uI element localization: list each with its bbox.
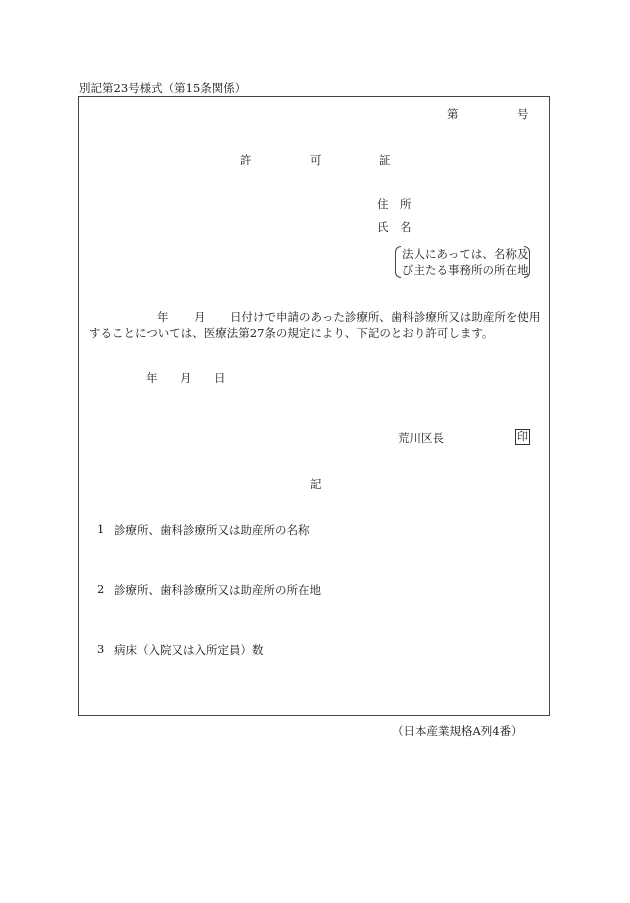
item-2-text: 診療所、歯科診療所又は助産所の所在地 xyxy=(114,583,321,597)
name-label: 氏 名 xyxy=(377,220,412,234)
item-3-text: 病床（入院又は入所定員）数 xyxy=(114,643,264,657)
date-year: 年 xyxy=(146,371,158,385)
title-char-1: 許 xyxy=(240,153,252,167)
ki-heading: 記 xyxy=(310,477,322,491)
number-go: 号 xyxy=(517,107,529,121)
footer-note: （日本産業規格A列4番） xyxy=(392,724,523,738)
item-3-number: 3 xyxy=(97,642,105,656)
bracket-left xyxy=(395,246,401,278)
date-month: 月 xyxy=(180,371,192,385)
corporate-note xyxy=(395,246,530,278)
corporate-note-line-2: び主たる事務所の所在地 xyxy=(402,263,529,277)
number-dai: 第 xyxy=(447,107,459,121)
body-year: 年 xyxy=(157,310,169,324)
body-line-1: 日付けで申請のあった診療所、歯科診療所又は助産所を使用 xyxy=(230,310,541,324)
permit-frame xyxy=(78,96,550,716)
title-char-3: 証 xyxy=(379,153,391,167)
title-char-2: 可 xyxy=(310,153,322,167)
item-2-number: 2 xyxy=(97,582,105,596)
date-day: 日 xyxy=(214,371,226,385)
item-1-number: 1 xyxy=(97,522,105,536)
item-1-text: 診療所、歯科診療所又は助産所の名称 xyxy=(114,523,310,537)
address-label: 住 所 xyxy=(377,197,412,211)
body-month: 月 xyxy=(194,310,206,324)
seal-mark: 印 xyxy=(517,430,528,443)
body-line-2: することについては、医療法第27条の規定により、下記のとおり許可します。 xyxy=(89,326,494,340)
form-label: 別記第23号様式（第15条関係） xyxy=(79,81,247,95)
corporate-note-line-1: 法人にあっては、名称及 xyxy=(402,247,529,261)
issuer: 荒川区長 xyxy=(398,431,444,445)
